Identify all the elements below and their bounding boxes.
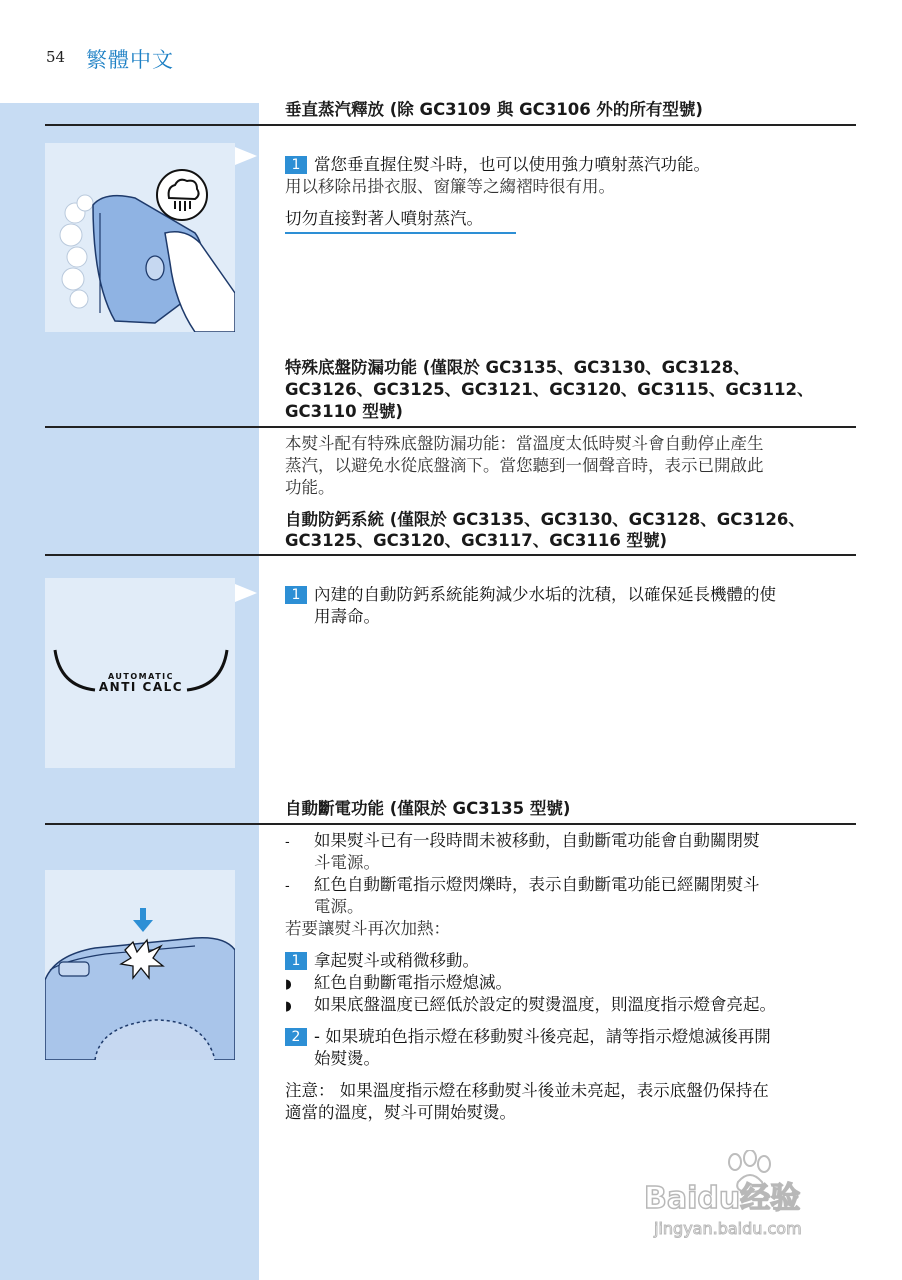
auto-off-note-line-1: 注意： 如果溫度指示燈在移動熨斗後並未亮起，表示底盤仍保持在 (285, 1081, 769, 1100)
section-divider (45, 554, 856, 556)
vertical-steam-step-1 (285, 154, 710, 176)
auto-off-step-2-line-1 (285, 1026, 771, 1048)
bullet-arrow-icon: ◗ (285, 977, 292, 992)
auto-off-reheat-intro: 若要讓熨斗再次加熱： (285, 919, 450, 938)
step-text: 當您垂直握住熨斗時，也可以使用強力噴射蒸汽功能。 (314, 155, 710, 174)
step-number-badge: 1 (285, 586, 307, 604)
auto-off-dash-2-line-2: 電源。 (314, 897, 364, 916)
section-title-auto-off: 自動斷電功能 (僅限於 GC3135 型號) (285, 799, 571, 818)
image-pointer (235, 584, 257, 602)
auto-off-dash-2-line-1 (285, 874, 760, 898)
auto-off-dash-1-line-1 (285, 830, 760, 854)
iron-vertical-steam-icon (45, 143, 235, 332)
anti-calc-label-top: AUTOMATIC (107, 672, 175, 681)
drip-stop-body-line-1: 本熨斗配有特殊底盤防漏功能：當溫度太低時熨斗會自動停止產生 (285, 434, 764, 453)
anti-calc-step-1-line-1 (285, 584, 776, 606)
baidu-paw-logo-icon (640, 1150, 860, 1245)
anti-calc-label-bottom: ANTI CALC (98, 680, 184, 694)
section-title-vertical-steam: 垂直蒸汽釋放 (除 GC3109 與 GC3106 外的所有型號) (285, 100, 703, 119)
bullet-arrow-icon: ◗ (285, 999, 292, 1014)
watermark-brand: Baidu经验 (644, 1181, 801, 1216)
section-title-drip-stop-line-1: 特殊底盤防漏功能 (僅限於 GC3135、GC3130、GC3128、 (285, 358, 750, 377)
drip-stop-body-line-2: 蒸汽，以避免水從底盤滴下。當您聽到一個聲音時，表示已開啟此 (285, 456, 764, 475)
dash-mark: - (285, 835, 290, 850)
auto-off-bullet-2 (285, 994, 776, 1018)
dash-text: 紅色自動斷電指示燈閃爍時，表示自動斷電功能已經關閉熨斗 (314, 875, 760, 894)
dash-mark: - (285, 879, 290, 894)
bullet-text: 紅色自動斷電指示燈熄滅。 (314, 973, 512, 992)
drip-stop-body-line-3: 功能。 (285, 478, 335, 497)
auto-off-note-line-2: 適當的溫度，熨斗可開始熨燙。 (285, 1103, 516, 1122)
anti-calc-label-icon (45, 578, 235, 768)
section-title-drip-stop-line-3: GC3110 型號) (285, 402, 403, 421)
dash-text: 如果熨斗已有一段時間未被移動，自動斷電功能會自動關閉熨 (314, 831, 760, 850)
step-text: 內建的自動防鈣系統能夠減少水垢的沈積，以確保延長機體的使 (314, 585, 776, 604)
section-title-anti-calc-line-2: GC3125、GC3120、GC3117、GC3116 型號) (285, 531, 668, 550)
auto-off-step-2-line-2: 始熨燙。 (314, 1049, 380, 1068)
section-divider (45, 426, 856, 428)
auto-off-bullet-1 (285, 972, 512, 996)
page-number: 54 (46, 48, 66, 66)
vertical-steam-warning: 切勿直接對著人噴射蒸汽。 (285, 209, 483, 228)
section-title-drip-stop-line-2: GC3126、GC3125、GC3121、GC3120、GC3115、GC3112、 (285, 380, 814, 399)
section-divider (45, 124, 856, 126)
section-title-anti-calc-line-1: 自動防鈣系統 (僅限於 GC3135、GC3130、GC3128、GC3126、 (285, 510, 805, 529)
anti-calc-step-1-line-2: 用壽命。 (314, 607, 380, 626)
image-pointer (235, 147, 257, 165)
iron-auto-off-light-icon (45, 870, 235, 1060)
step-number-badge: 1 (285, 952, 307, 970)
baidu-jingyan-watermark (640, 1150, 860, 1245)
step-number-badge: 2 (285, 1028, 307, 1046)
auto-off-step-1 (285, 950, 479, 972)
step-number-badge: 1 (285, 156, 307, 174)
page-language-title: 繁體中文 (86, 48, 174, 72)
step-text: - 如果琥珀色指示燈在移動熨斗後亮起，請等指示燈熄滅後再開 (314, 1027, 771, 1046)
watermark-url: jingyan.baidu.com (654, 1219, 802, 1238)
warning-underline (285, 232, 516, 234)
bullet-text: 如果底盤溫度已經低於設定的熨燙溫度，則溫度指示燈會亮起。 (314, 995, 776, 1014)
vertical-steam-note: 用以移除吊掛衣服、窗簾等之縐褶時很有用。 (285, 177, 615, 196)
anti-calc-illustration (45, 578, 235, 768)
vertical-steam-illustration (45, 143, 235, 332)
auto-off-dash-1-line-2: 斗電源。 (314, 853, 380, 872)
section-divider (45, 823, 856, 825)
auto-off-illustration (45, 870, 235, 1060)
step-text: 拿起熨斗或稍微移動。 (314, 951, 479, 970)
